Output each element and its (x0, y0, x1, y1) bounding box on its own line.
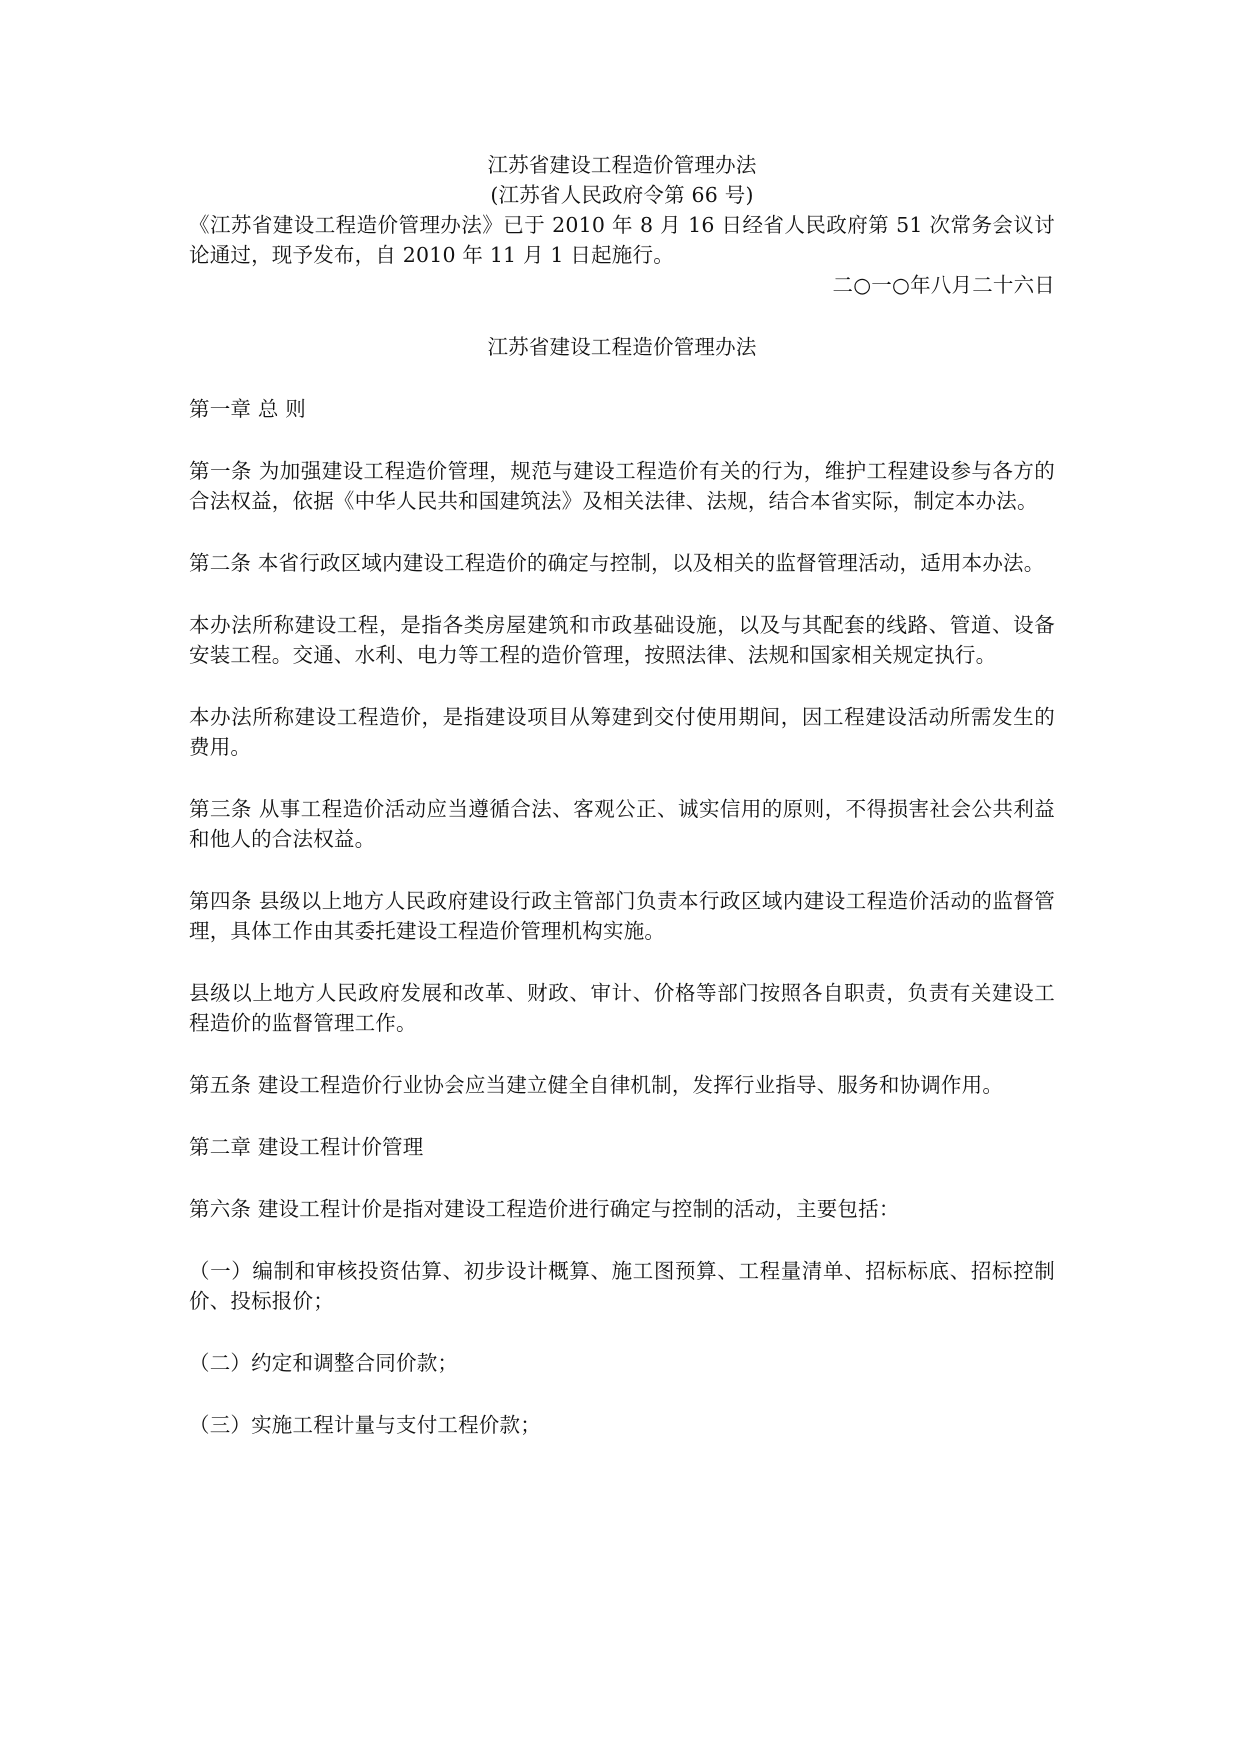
spacer (189, 1100, 1055, 1132)
spacer (189, 516, 1055, 548)
spacer (189, 1224, 1055, 1256)
article-2: 第二条 本省行政区域内建设工程造价的确定与控制，以及相关的监督管理活动，适用本办法。 (189, 551, 1045, 575)
spacer (189, 300, 1055, 332)
list-item: （三）实施工程计量与支付工程价款； (189, 1413, 541, 1437)
spacer (189, 946, 1055, 978)
spacer (189, 762, 1055, 794)
spacer (189, 1378, 1055, 1410)
spacer (189, 854, 1055, 886)
issue-date: 二○一○年八月二十六日 (832, 273, 1055, 297)
intro-paragraph: 《江苏省建设工程造价管理办法》已于 2010 年 8 月 16 日经省人民政府第 51 次常务会议讨论通过，现予发布，自 2010 年 11 月 1 日起施行。 (189, 213, 1055, 267)
article-5: 第五条 建设工程造价行业协会应当建立健全自律机制，发挥行业指导、服务和协调作用。 (189, 1073, 1004, 1097)
spacer (189, 670, 1055, 702)
article-1: 第一条 为加强建设工程造价管理，规范与建设工程造价有关的行为，维护工程建设参与各方的合法权益，依据《中华人民共和国建筑法》及相关法律、法规，结合本省实际，制定本办法。 (189, 459, 1055, 513)
list-item: （二）约定和调整合同价款； (189, 1351, 459, 1375)
spacer (189, 424, 1055, 456)
spacer (189, 1038, 1055, 1070)
article-4-paragraph-2: 县级以上地方人民政府发展和改革、财政、审计、价格等部门按照各自职责，负责有关建设工程造价的监督管理工作。 (189, 981, 1055, 1035)
document-title-repeat: 江苏省建设工程造价管理办法 (487, 335, 757, 359)
article-4: 第四条 县级以上地方人民政府建设行政主管部门负责本行政区域内建设工程造价活动的监督管理，具体工作由其委托建设工程造价管理机构实施。 (189, 889, 1055, 943)
chapter-1-heading: 第一章 总 则 (189, 397, 306, 421)
document-body (189, 150, 1055, 1440)
article-2-paragraph-3: 本办法所称建设工程造价，是指建设项目从筹建到交付使用期间，因工程建设活动所需发生的费用。 (189, 705, 1055, 759)
spacer (189, 1316, 1055, 1348)
spacer (189, 1162, 1055, 1194)
chapter-2-heading: 第二章 建设工程计价管理 (189, 1135, 424, 1159)
spacer (189, 362, 1055, 394)
document-subtitle: (江苏省人民政府令第 66 号) (490, 183, 754, 207)
article-3: 第三条 从事工程造价活动应当遵循合法、客观公正、诚实信用的原则，不得损害社会公共利益和他人的合法权益。 (189, 797, 1055, 851)
article-2-paragraph-2: 本办法所称建设工程，是指各类房屋建筑和市政基础设施，以及与其配套的线路、管道、设备安装工程。交通、水利、电力等工程的造价管理，按照法律、法规和国家相关规定执行。 (189, 613, 1055, 667)
spacer (189, 578, 1055, 610)
article-6: 第六条 建设工程计价是指对建设工程造价进行确定与控制的活动，主要包括： (189, 1197, 900, 1221)
document-title: 江苏省建设工程造价管理办法 (487, 153, 757, 177)
list-item: （一）编制和审核投资估算、初步设计概算、施工图预算、工程量清单、招标标底、招标控制价、投标报价； (189, 1259, 1055, 1313)
